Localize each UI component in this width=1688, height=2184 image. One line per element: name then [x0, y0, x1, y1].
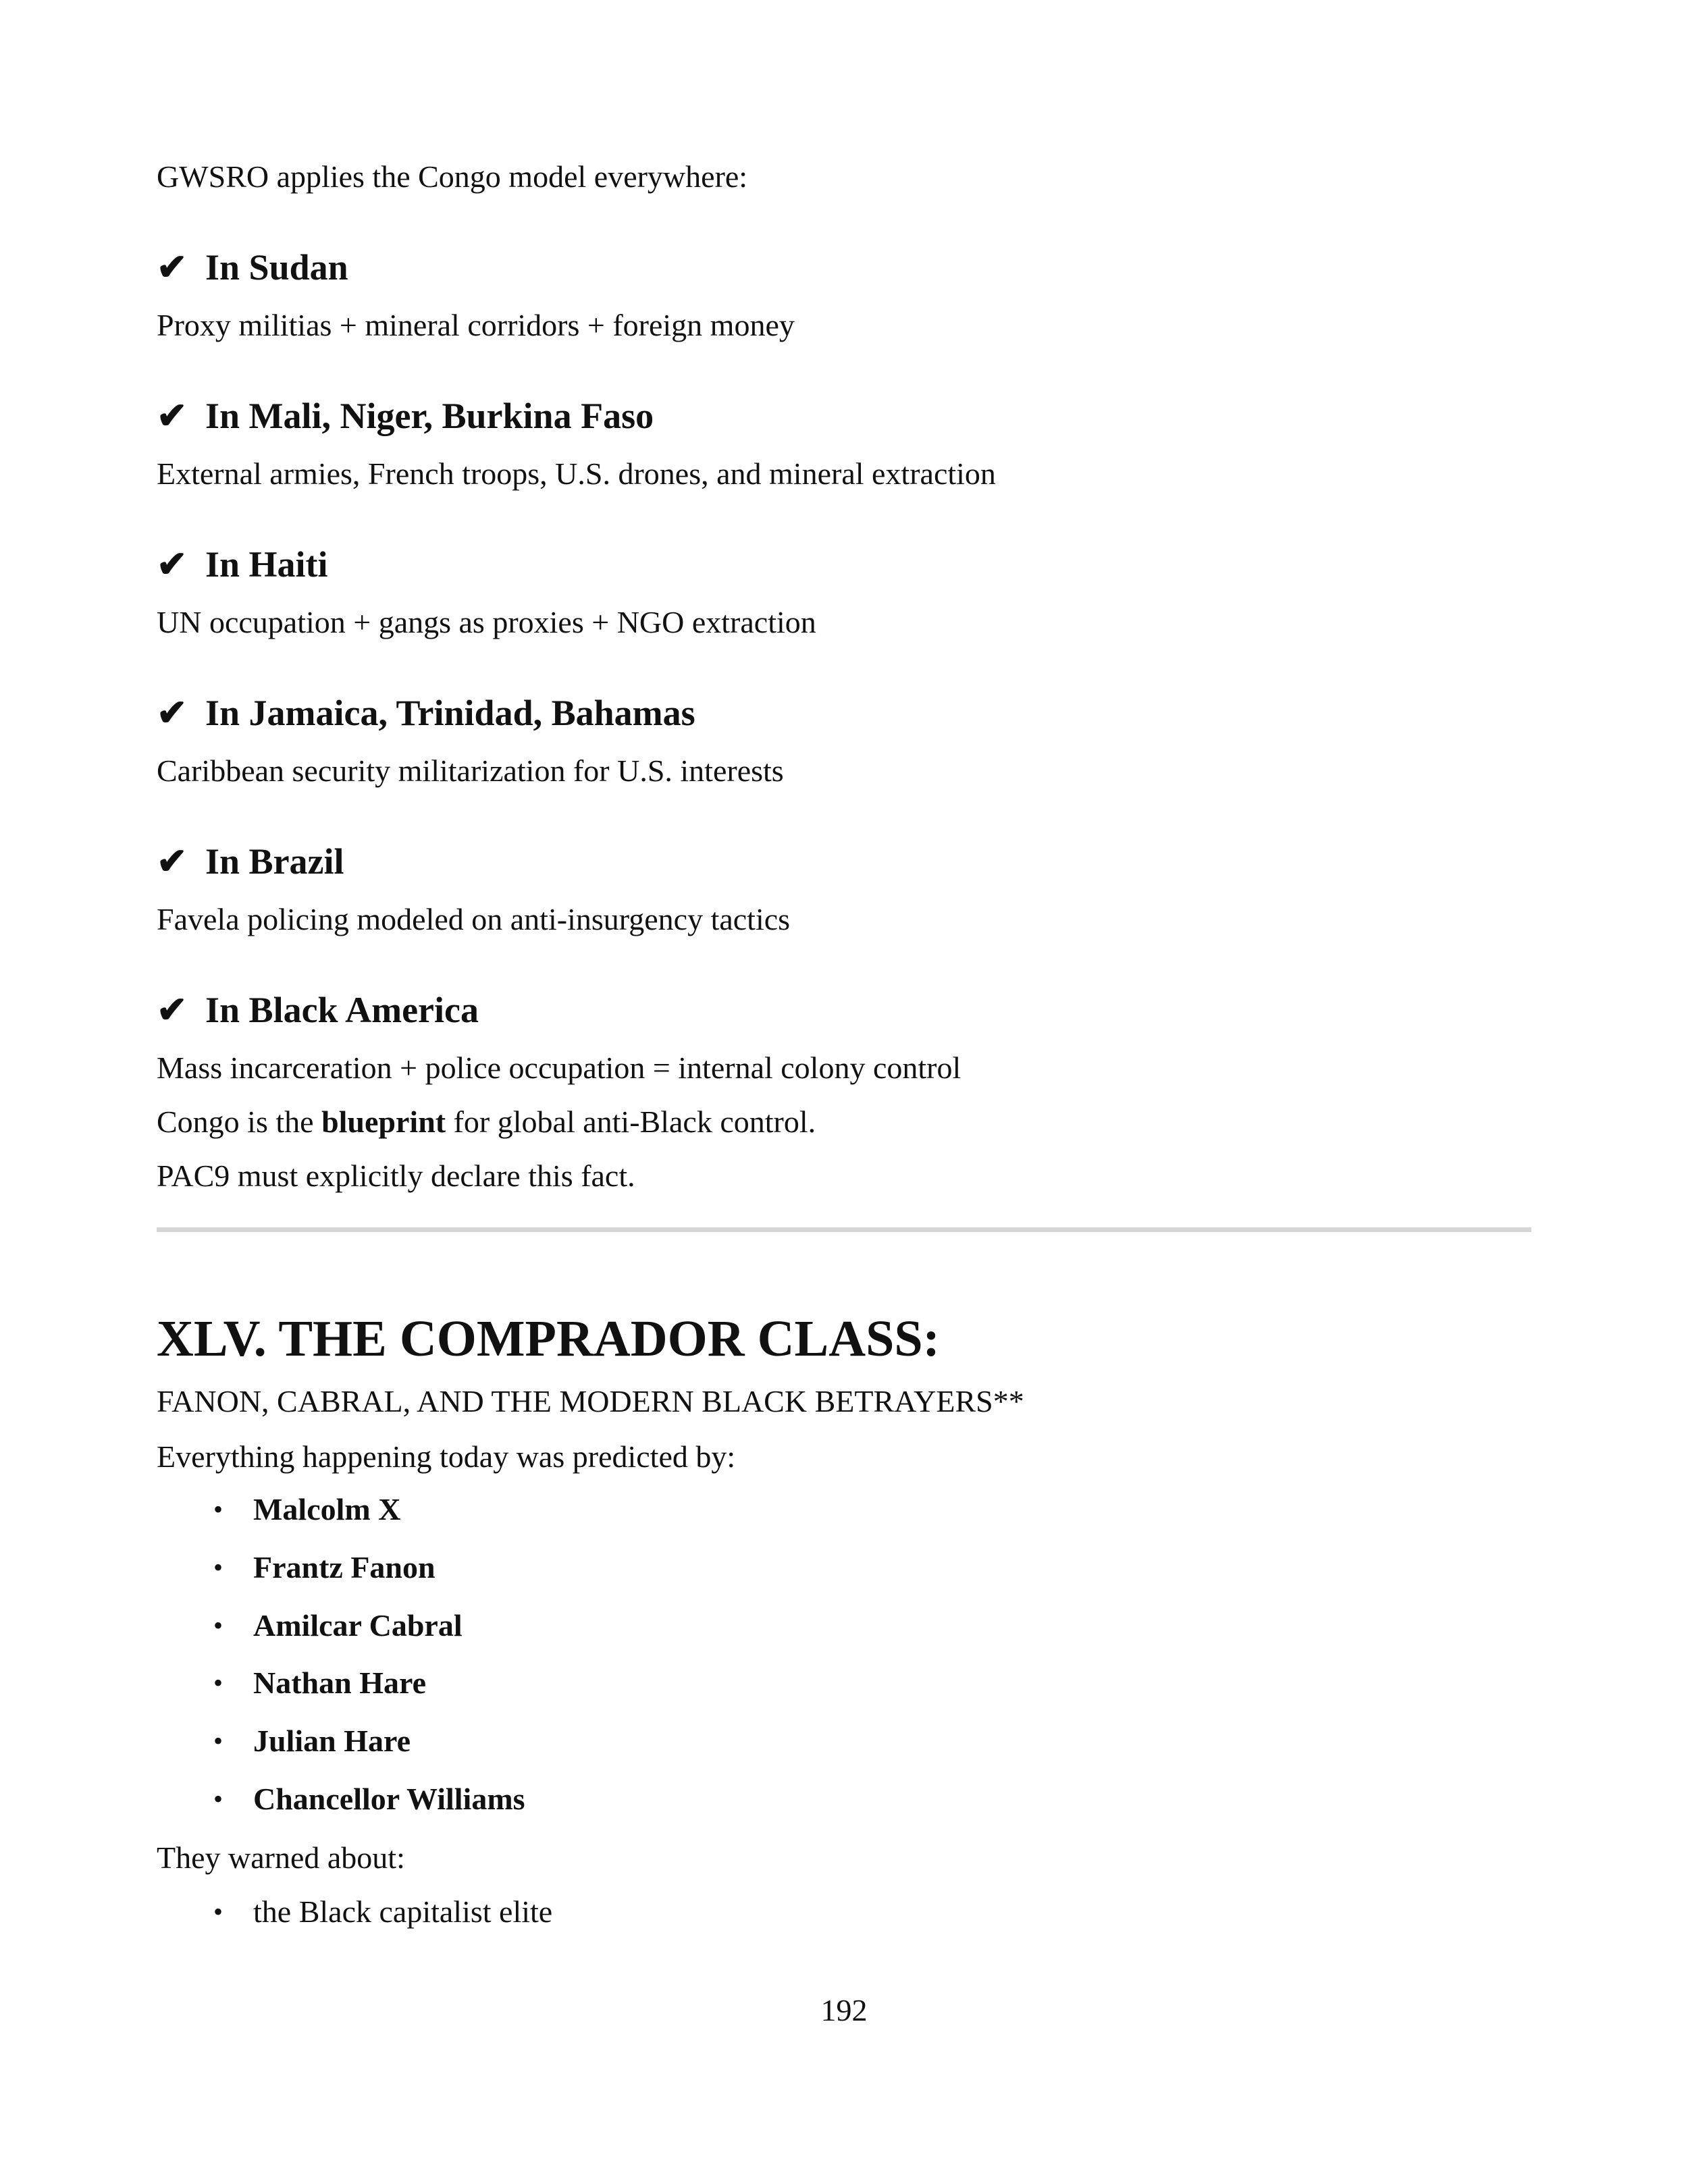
- bullet-icon: •: [213, 1494, 223, 1524]
- check-icon: ✔: [157, 247, 188, 288]
- conclusion-pre: Congo is the: [157, 1104, 322, 1139]
- check-icon: ✔: [157, 693, 188, 733]
- entry-text: UN occupation + gangs as proxies + NGO extraction: [157, 605, 816, 639]
- list-item-predictor: Amilcar Cabral: [253, 1608, 463, 1643]
- conclusion-text: [157, 1103, 816, 1141]
- check-icon: ✔: [157, 990, 188, 1030]
- entry-heading-label: In Black America: [205, 990, 479, 1030]
- list-item-predictor: Julian Hare: [253, 1724, 411, 1758]
- conclusion-bold: blueprint: [321, 1104, 446, 1139]
- list-item-predictor: Nathan Hare: [253, 1666, 426, 1700]
- warned-intro: They warned about:: [157, 1840, 405, 1875]
- check-icon: ✔: [157, 841, 188, 882]
- entry-heading-black-america: [157, 988, 479, 1032]
- entry-heading-label: In Mali, Niger, Burkina Faso: [205, 396, 654, 436]
- entry-heading-label: In Haiti: [205, 544, 328, 585]
- list-item-warning: the Black capitalist elite: [253, 1894, 553, 1929]
- entry-heading-brazil: [157, 840, 344, 883]
- bullet-icon: •: [213, 1552, 223, 1582]
- check-icon: ✔: [157, 396, 188, 436]
- bullet-icon: •: [213, 1726, 223, 1756]
- bullet-icon: •: [213, 1784, 223, 1814]
- bullet-icon: •: [213, 1668, 223, 1698]
- entry-text: External armies, French troops, U.S. drones, and mineral extraction: [157, 456, 996, 491]
- bullet-icon: •: [213, 1610, 223, 1641]
- page-number: 192: [820, 1993, 868, 2027]
- chapter-subtitle: FANON, CABRAL, AND THE MODERN BLACK BETRAYERS**: [157, 1384, 1024, 1418]
- list-item-predictor: Malcolm X: [253, 1492, 401, 1526]
- conclusion-post: for global anti-Black control.: [446, 1104, 816, 1139]
- declare-text: PAC9 must explicitly declare this fact.: [157, 1158, 635, 1193]
- check-icon: ✔: [157, 544, 188, 585]
- entry-text: Proxy militias + mineral corridors + foreign money: [157, 308, 795, 342]
- entry-heading-sudan: [157, 246, 348, 289]
- entry-heading-label: In Brazil: [205, 841, 344, 882]
- intro-text: GWSRO applies the Congo model everywhere:: [157, 159, 748, 194]
- entry-heading-label: In Sudan: [205, 247, 348, 288]
- predicted-intro: Everything happening today was predicted by:: [157, 1439, 736, 1474]
- entry-heading-mali: [157, 394, 654, 437]
- bullet-icon: •: [213, 1896, 223, 1927]
- horizontal-rule: [157, 1227, 1531, 1232]
- chapter-title: XLV. THE COMPRADOR CLASS:: [157, 1310, 940, 1367]
- entry-heading-label: In Jamaica, Trinidad, Bahamas: [205, 693, 695, 733]
- list-item-predictor: Chancellor Williams: [253, 1782, 525, 1816]
- entry-text: Favela policing modeled on anti-insurgency tactics: [157, 902, 791, 936]
- entry-text: Mass incarceration + police occupation = internal colony control: [157, 1050, 961, 1085]
- entry-heading-caribbean: [157, 691, 695, 735]
- entry-heading-haiti: [157, 543, 328, 586]
- entry-text: Caribbean security militarization for U.S. interests: [157, 753, 784, 788]
- list-item-predictor: Frantz Fanon: [253, 1550, 436, 1584]
